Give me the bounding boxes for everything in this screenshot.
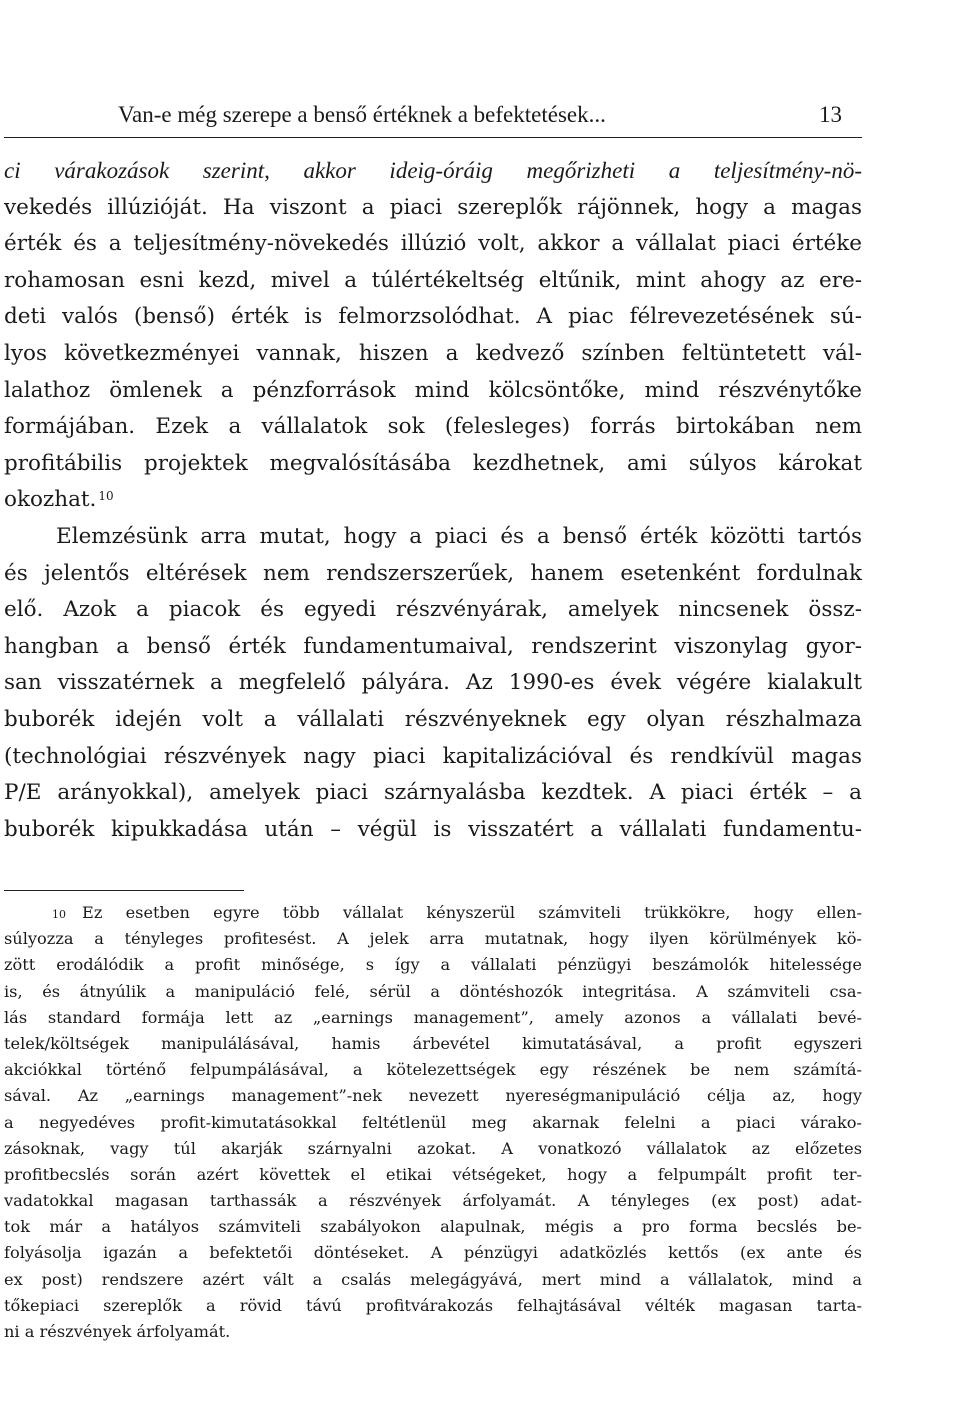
running-title: Van-e még szerepe a benső értéknek a befektetések... [118, 102, 606, 127]
body-line: elő. Azok a piacok és egyedi részvényárak, amelyek nincsenek össz- [4, 597, 862, 623]
paragraph-first-line: Elemzésünk arra mutat, hogy a piaci és a benső érték közötti tartós [56, 523, 862, 549]
body-line: P/E arányokkal), amelyek piaci szárnyalásba kezdtek. A piaci érték – a [4, 780, 862, 806]
body-line-text: okozhat. [4, 487, 97, 513]
footnote-line: folyásolja igazán a befektetői döntéseket. A pénzügyi adatközlés kettős (ex ante és [4, 1243, 862, 1263]
footnote-line [4, 900, 862, 926]
body-line: profitábilis projektek megvalósításába kezdhetnek, ami súlyos károkat [4, 450, 862, 476]
body-line: rohamosan esni kezd, mivel a túlértékeltség eltűnik, mint ahogy az ere- [4, 267, 862, 293]
body-line: vekedés illúzióját. Ha viszont a piaci szereplők rájönnek, hogy a magas [4, 194, 862, 220]
footnote-line: lás standard formája lett az „earnings management”, amely azonos a vállalati bevé- [4, 1007, 862, 1027]
footnote-line: ex post) rendszere azért vált a csalás melegágyává, mert mind a vállalatok, mind a [4, 1269, 862, 1289]
body-line: érték és a teljesítmény-növekedés illúzió volt, akkor a vállalat piaci értéke [4, 231, 862, 257]
footnote-line: sával. Az „earnings management”-nek nevezett nyereségmanipuláció célja az, hogy [4, 1086, 862, 1106]
footnote-reference[interactable]: 10 [98, 489, 114, 504]
body-line [4, 482, 862, 519]
page-number: 13 [819, 102, 842, 127]
footnote-line: is, és átnyúlik a manipuláció felé, sérül a döntéshozók integritása. A számviteli csa- [4, 981, 862, 1001]
body-line: lalathoz ömlenek a pénzforrások mind kölcsöntőke, mind részvénytőke [4, 377, 862, 403]
body-line: hangban a benső érték fundamentumaival, rendszerint viszonylag gyor- [4, 633, 862, 659]
footnote-line: profitbecslés során azért követtek el etikai vétségeket, hogy a felpumpált profit ter- [4, 1164, 862, 1184]
footnote-line-text: Ez esetben egyre több vállalat kényszerül számviteli trükkökre, hogy ellen- [82, 903, 862, 922]
footnote-line: tok már a hatályos számviteli szabályokon alapulnak, mégis a pro forma becslés be- [4, 1217, 862, 1237]
footnote-line: zásoknak, vagy túl akarják szárnyalni azokat. A vonatkozó vállalatok az előzetes [4, 1138, 862, 1158]
footnote-line: akciókkal történő felpumpálásával, a kötelezettségek egy részének be nem számítá- [4, 1060, 862, 1080]
footnote-line: a negyedéves profit-kimutatásokkal feltétlenül meg akarnak felelni a piaci várako- [4, 1112, 862, 1132]
footnote-line: telek/költségek manipulálásával, hamis árbevétel kimutatásával, a profit egyszeri [4, 1033, 862, 1053]
footnote-line: tőkepiaci szereplők a rövid távú profitvárakozás felhajtásával vélték magasan tarta- [4, 1295, 862, 1315]
body-line: ci várakozások szerint, akkor ideig-óráig megőrizheti a teljesítmény-nö- [4, 158, 862, 183]
body-line: formájában. Ezek a vállalatok sok (felesleges) forrás birtokában nem [4, 414, 862, 440]
body-line: buborék idején volt a vállalati részvényeknek egy olyan részhalmaza [4, 706, 862, 732]
footnote [4, 900, 862, 1345]
footnote-line: súlyozza a tényleges profitesést. A jelek arra mutatnak, hogy ilyen körülmények kö- [4, 929, 862, 949]
body-line: deti valós (benső) érték is felmorzsolódhat. A piac félrevezetésének sú- [4, 304, 862, 330]
footnote-rule [4, 890, 244, 891]
footnote-line: zött erodálódik a profit minősége, s így a vállalati pénzügyi beszámolók hitelessége [4, 955, 862, 975]
body-text [4, 153, 862, 848]
footnote-line: ni a részvények árfolyamát. [4, 1322, 231, 1341]
footnote-line: vadatokkal magasan tarthassák a részvények árfolyamát. A tényleges (ex post) adat- [4, 1191, 862, 1211]
header-rule [4, 137, 862, 138]
body-line: (technológiai részvények nagy piaci kapitalizációval és rendkívül magas [4, 743, 862, 769]
body-line: san visszatérnek a megfelelő pályára. Az 1990-es évek végére kialakult [4, 670, 862, 696]
running-header [0, 96, 862, 134]
body-line: buborék kipukkadása után – végül is visszatért a vállalati fundamentu- [4, 816, 862, 842]
footnote-marker: 10 [52, 908, 66, 921]
body-line: lyos következményei vannak, hiszen a kedvező színben feltüntetett vál- [4, 340, 862, 366]
body-line: és jelentős eltérések nem rendszerszerűek, hanem esetenként fordulnak [4, 560, 862, 586]
